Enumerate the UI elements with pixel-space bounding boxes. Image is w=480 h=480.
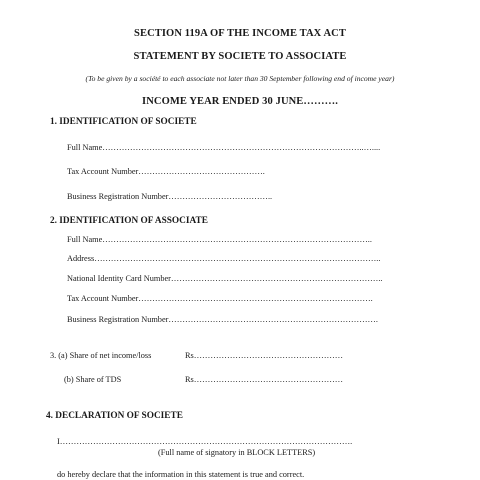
declaration-statement: do hereby declare that the information in this statement is true and correct. <box>57 470 305 479</box>
share-tds-label: (b) Share of TDS <box>64 375 122 384</box>
signatory-name-line: I……………………………………………………………………………………………. <box>57 437 353 446</box>
section4-heading: 4. DECLARATION OF SOCIETE <box>46 411 183 421</box>
associate-tax-account-number-field: Tax Account Number…………………………………………………………………………. <box>67 294 373 303</box>
document-title: SECTION 119A OF THE INCOME TAX ACT <box>134 28 346 39</box>
associate-address-field: Address………………………………………………………………………………………….. <box>67 254 381 263</box>
societe-business-registration-field: Business Registration Number……………………………….. <box>67 192 273 201</box>
document-note: (To be given by a société to each associate not later than 30 September following end of income year) <box>85 74 395 83</box>
associate-business-registration-field: Business Registration Number…………………………………………………………………. <box>67 315 378 324</box>
associate-full-name-field: Full Name…………………………………………………………………………………….. <box>67 235 372 244</box>
signatory-caption: (Full name of signatory in BLOCK LETTERS) <box>158 448 316 457</box>
income-year-heading: INCOME YEAR ENDED 30 JUNE………. <box>142 96 338 107</box>
document-subtitle: STATEMENT BY SOCIETE TO ASSOCIATE <box>133 51 347 62</box>
associate-nic-field: National Identity Card Number………………………………………………………………….. <box>67 274 383 283</box>
share-tds-value: Rs……………………………………………… <box>185 375 344 384</box>
section2-heading: 2. IDENTIFICATION OF ASSOCIATE <box>50 216 208 226</box>
societe-full-name-field: Full Name…………………………………………………………………………………..….... <box>67 143 381 152</box>
section1-heading: 1. IDENTIFICATION OF SOCIETE <box>50 117 197 127</box>
share-net-income-value: Rs……………………………………………… <box>185 351 344 360</box>
share-net-income-label: 3. (a) Share of net income/loss <box>50 351 152 360</box>
societe-tax-account-number-field: Tax Account Number………………………………………. <box>67 167 265 176</box>
